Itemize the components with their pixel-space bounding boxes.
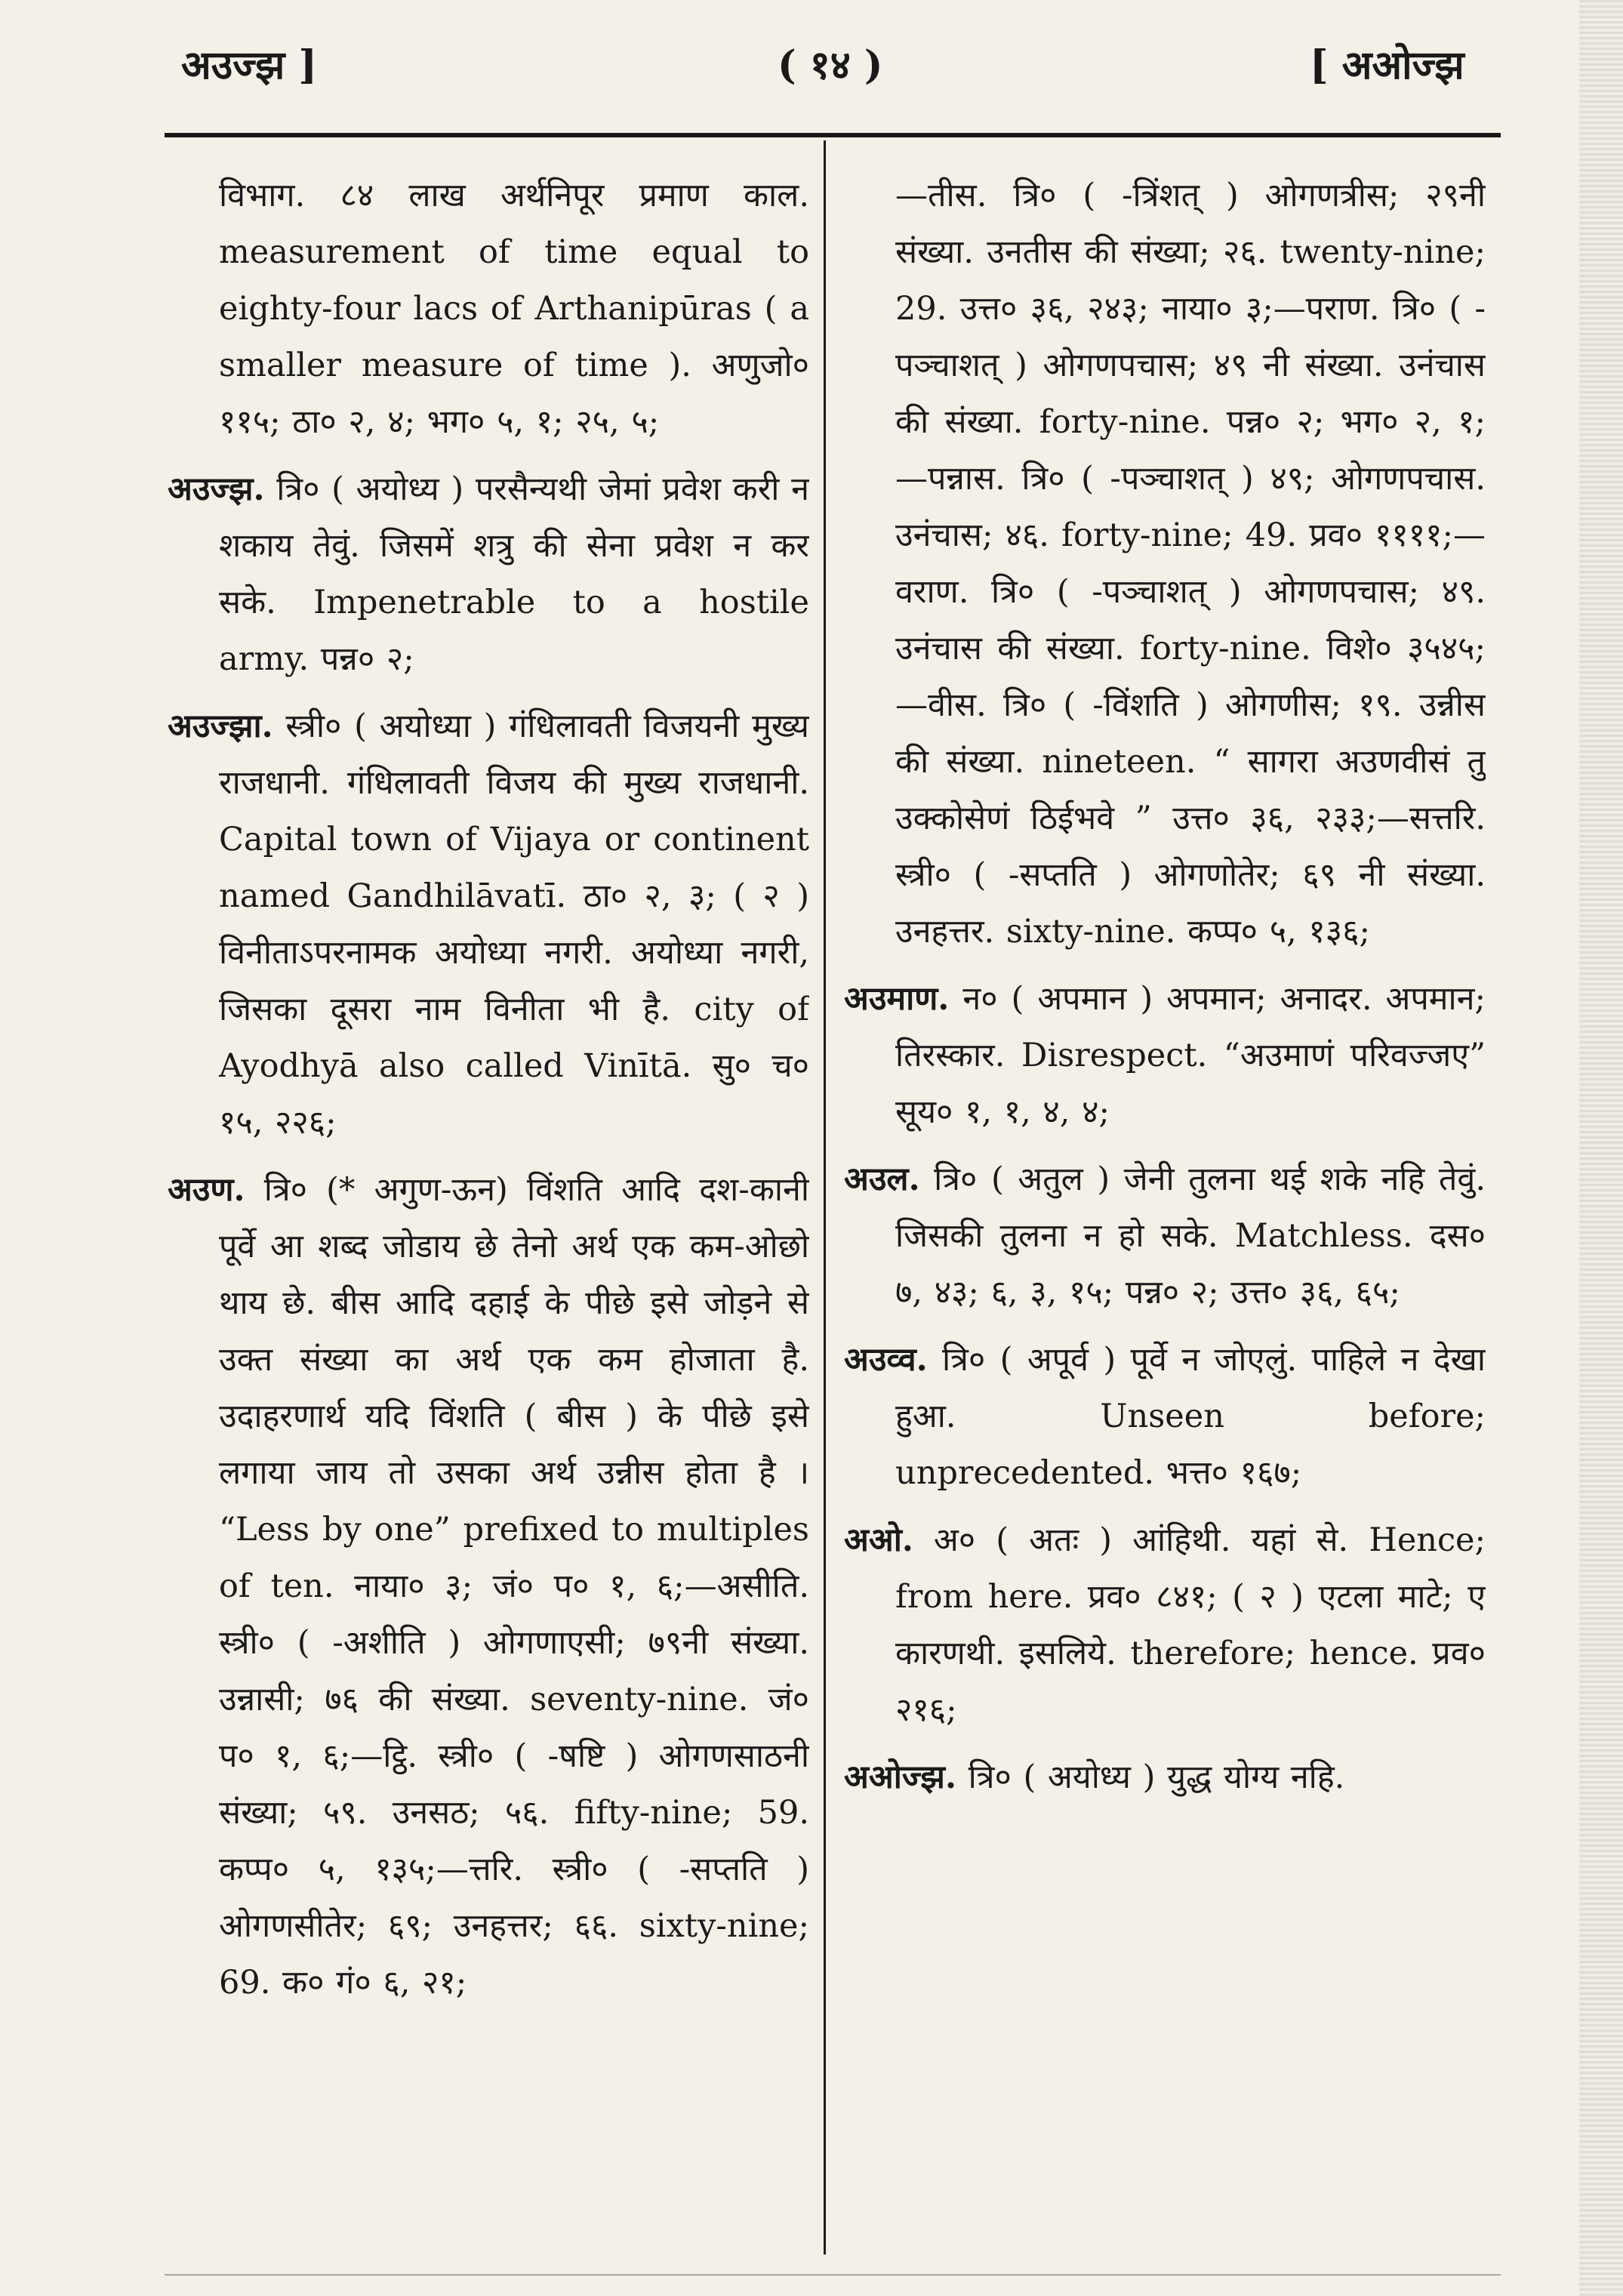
page-number: ( १४ ) bbox=[778, 42, 883, 88]
entry-headword: अउज्झा. bbox=[168, 707, 273, 745]
entry-text: न० ( अपमान ) अपमान; अनादर. अपमान; तिरस्कार. Disrespect. “अउमाणं परिवज्जए” सूय० १, १, ४, ४; bbox=[895, 980, 1486, 1131]
entry-text: —तीस. त्रि० ( -त्रिंशत् ) ओगणत्रीस; २९नी संख्या. उनतीस की संख्या; २६. twenty-nine; 29. उत्त० ३६, २४३; नाया० ३;—पराण. त्रि० ( -पञ्चाशत् ) ओगणपचास; ४९ नी संख्या. उनंचास की संख्या. forty-nine. पन्न० २; भग० २, १;—पन्नास. त्रि० ( -पञ्चाशत् ) ४९; ओगणपचास. उनंचास; ४६. forty-nine; 49. प्रव० ११११;—वराण. त्रि० ( -पञ्चाशत् ) ओगणपचास; ४९. उनंचास की संख्या. forty-nine. विशे० ३५४५;—वीस. त्रि० ( -विंशति ) ओगणीस; १९. उन्नीस की संख्या. nineteen. “ सागरा अउणवीसं तु उक्कोसेणं ठिईभवे ” उत्त० ३६, २३३;—सत्तरि. स्त्री० ( -सप्तति ) ओगणोतेर; ६९ नी संख्या. उनहत्तर. sixty-nine. कप्प० ५, १३६; bbox=[895, 177, 1486, 951]
entry-headword: अउमाण. bbox=[844, 980, 950, 1018]
entry-text: विभाग. ८४ लाख अर्थनिपूर प्रमाण काल. measurement of time equal to eighty-four lacs of Arthanipūras ( a smaller measure of time ). अणुजो० ११५; ठा० २, ४; भग० ५, १; २५, ५; bbox=[219, 177, 809, 441]
entry-headword: अउज्झ. bbox=[168, 470, 265, 508]
entry-text: त्रि० ( अयोध्य ) परसैन्यथी जेमां प्रवेश करी न शकाय तेवुं. जिसमें शत्रु की सेना प्रवेश न कर सके. Impenetrable to a hostile army. पन्न० २; bbox=[219, 470, 809, 678]
entry-text: त्रि० ( अतुल ) जेनी तुलना थई शके नहि तेवुं. जिसकी तुलना न हो सके. Matchless. दस० ७, ४३; ६, ३, १५; पन्न० २; उत्त० ३६, ६५; bbox=[895, 1160, 1486, 1311]
entry-text: स्त्री० ( अयोध्या ) गंधिलावती विजयनी मुख्य राजधानी. गंधिलावती विजय की मुख्य राजधानी. Capital town of Vijaya or continent named Gandhilāvatī. ठा० २, ३; ( २ ) विनीताऽपरनामक अयोध्या नगरी. अयोध्या नगरी, जिसका दूसरा नाम विनीता भी है. city of Ayodhyā also called Vinītā. सु० च० १५, २२६; bbox=[219, 707, 809, 1142]
entry-text: त्रि० (* अगुण-ऊन) विंशति आदि दश-कानी पूर्वे आ शब्द जोडाय छे तेनो अर्थ एक कम-ओछो थाय छे. बीस आदि दहाई के पीछे इसे जोड़ने से उक्त संख्या का अर्थ एक कम होजाता है. उदाहरणार्थ यदि विंशति ( बीस ) के पीछे इसे लगाया जाय तो उसका अर्थ उन्नीस होता है । “Less by one” prefixed to multiples of ten. नाया० ३; जं० प० १, ६;—असीति. स्त्री० ( -अशीति ) ओगणाएसी; ७९नी संख्या. उन्नासी; ७६ की संख्या. seventy-nine. जं० प० १, ६;—ट्ठि. स्त्री० ( -षष्टि ) ओगणसाठनी संख्या; ५९. उनसठ; ५६. fifty-nine; 59. कप्प० ५, १३५;—त्तरि. स्त्री० ( -सप्तति ) ओगणसीतेर; ६९; उनहत्तर; ६६. sixty-nine; 69. क० गं० ६, २१; bbox=[219, 1171, 809, 2002]
entry-text: त्रि० ( अयोध्य ) युद्ध योग्य नहि. bbox=[956, 1758, 1345, 1796]
entry-headword: अओ. bbox=[844, 1521, 913, 1559]
entry-headword: अउल. bbox=[844, 1160, 920, 1198]
bottom-edge-line bbox=[165, 2274, 1501, 2276]
entry-aumana bbox=[844, 971, 1486, 1141]
entry-aula bbox=[844, 1151, 1486, 1321]
entry-aujjha-feminine bbox=[168, 698, 809, 1151]
page-edge-shadow bbox=[1579, 0, 1623, 2296]
header-right-guideword: [ अओज्झ bbox=[1310, 42, 1464, 88]
entry-continuation bbox=[168, 168, 809, 451]
entry-ao bbox=[844, 1512, 1486, 1739]
entry-headword: अउण. bbox=[168, 1171, 245, 1209]
entry-aojjha bbox=[844, 1749, 1486, 1806]
entry-aujjha bbox=[168, 461, 809, 688]
left-column bbox=[168, 168, 809, 2274]
column-divider bbox=[824, 140, 826, 2254]
entry-auna bbox=[168, 1162, 809, 2011]
entry-text: त्रि० ( अपूर्व ) पूर्वे न जोएलुं. पाहिले न देखा हुआ. Unseen before; unprecedented. भत्त० १६७; bbox=[895, 1341, 1486, 1492]
entry-text: अ० ( अतः ) आंहिथी. यहां से. Hence; from here. प्रव० ८४१; ( २ ) एटला माटे; ए कारणथी. इसलिये. therefore; hence. प्रव० २१६; bbox=[895, 1521, 1486, 1729]
right-column bbox=[844, 168, 1486, 2274]
header-rule bbox=[165, 133, 1501, 137]
entry-headword: अओज्झ. bbox=[844, 1758, 956, 1796]
header-left-guideword: अउज्झ ] bbox=[181, 42, 317, 88]
entry-headword: अउव्व. bbox=[844, 1341, 928, 1379]
entry-auvva bbox=[844, 1332, 1486, 1502]
entry-continuation bbox=[844, 168, 1486, 960]
